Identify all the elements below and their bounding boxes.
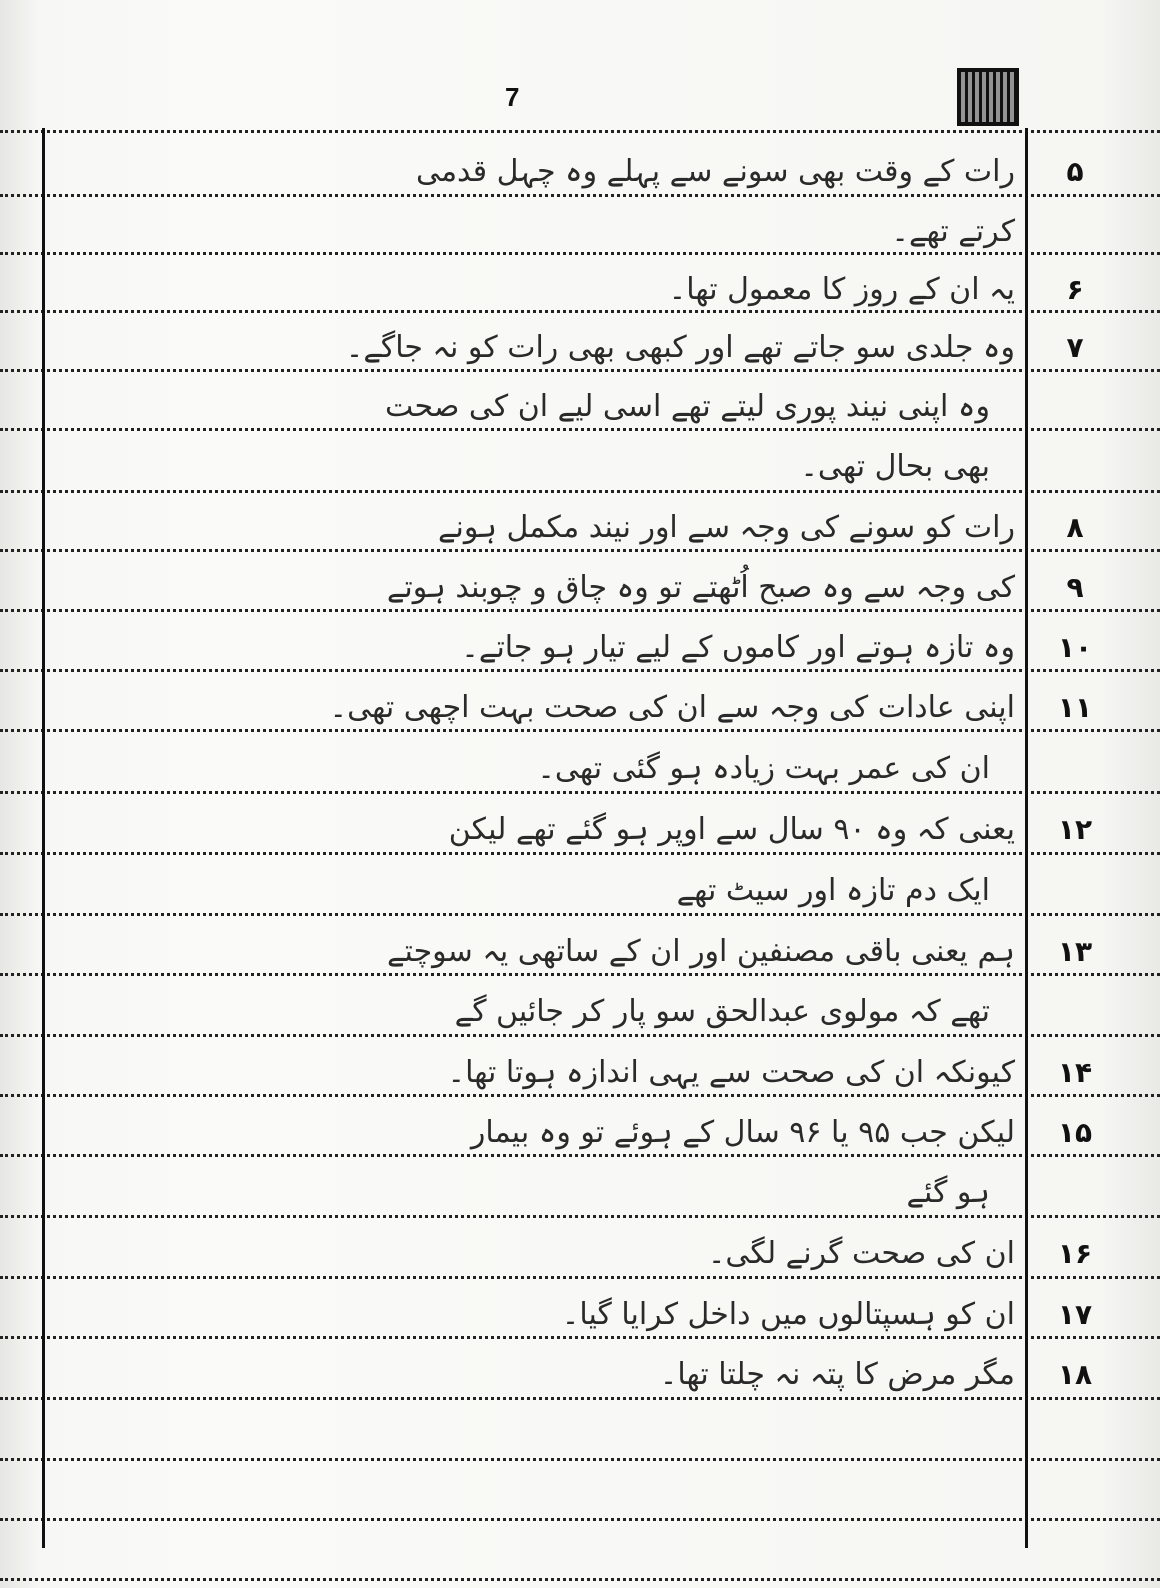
handwritten-line: ان کی صحت گرنے لگی۔: [707, 1236, 1015, 1271]
right-margin-line: [1025, 128, 1028, 1548]
ruled-line: [0, 1578, 1160, 1581]
handwritten-line: وہ اپنی نیند پوری لیتے تھے اسی لیے ان کی صحت: [385, 389, 990, 424]
line-number: ۱۵: [1057, 1116, 1093, 1149]
qr-code-icon: [957, 68, 1019, 126]
ruled-line: [0, 609, 1160, 612]
ruled-line: [0, 791, 1160, 794]
handwritten-line: کیونکہ ان کی صحت سے یہی اندازہ ہوتا تھا۔: [447, 1055, 1015, 1090]
handwritten-line: اپنی عادات کی وجہ سے ان کی صحت بہت اچھی تھی۔: [329, 690, 1015, 725]
line-number: ۱۰: [1057, 631, 1093, 664]
ruled-line: [0, 729, 1160, 732]
line-number: ۱۸: [1057, 1358, 1093, 1391]
line-number: ۷: [1066, 331, 1084, 364]
handwritten-line: رات کے وقت بھی سونے سے پہلے وہ چہل قدمی: [415, 154, 1015, 189]
line-number: ۱۲: [1057, 813, 1093, 846]
handwritten-line: ایک دم تازہ اور سیٹ تھے: [676, 873, 990, 908]
ruled-line: [0, 130, 1160, 133]
handwritten-line: ہم یعنی باقی مصنفین اور ان کے ساتھی یہ سوچتے: [386, 934, 1015, 969]
handwritten-line: تھے کہ مولوی عبدالحق سو پار کر جائیں گے: [454, 994, 990, 1029]
ruled-line: [0, 1458, 1160, 1461]
ruled-line: [0, 1215, 1160, 1218]
ruled-line: [0, 252, 1160, 255]
ruled-line: [0, 973, 1160, 976]
ruled-line: [0, 1276, 1160, 1279]
ruled-line: [0, 1518, 1160, 1521]
handwritten-line: ان کی عمر بہت زیادہ ہو گئی تھی۔: [537, 751, 990, 786]
ruled-line: [0, 852, 1160, 855]
ruled-line: [0, 1154, 1160, 1157]
ruled-line: [0, 369, 1160, 372]
ruled-line: [0, 1034, 1160, 1037]
handwritten-line: رات کو سونے کی وجہ سے اور نیند مکمل ہونے: [437, 510, 1015, 545]
handwritten-line: ہو گئے: [906, 1175, 990, 1210]
ruled-line: [0, 913, 1160, 916]
handwritten-line: مگر مرض کا پتہ نہ چلتا تھا۔: [659, 1357, 1015, 1392]
ruled-line: [0, 669, 1160, 672]
handwritten-line: وہ تازہ ہوتے اور کاموں کے لیے تیار ہو جاتے۔: [461, 630, 1015, 665]
ruled-line: [0, 1336, 1160, 1339]
handwritten-line: لیکن جب ۹۵ یا ۹۶ سال کے ہوئے تو وہ بیمار: [470, 1115, 1015, 1150]
line-number: ۱۱: [1057, 691, 1093, 724]
line-number: ۸: [1066, 511, 1084, 544]
handwritten-line: کی وجہ سے وہ صبح اُٹھتے تو وہ چاق و چوبند ہوتے: [386, 570, 1015, 605]
line-number: ۱۷: [1057, 1298, 1093, 1331]
line-number: ۱۴: [1057, 1056, 1093, 1089]
page-number: 7: [505, 82, 520, 112]
handwritten-line: کرتے تھے۔: [891, 214, 1015, 249]
handwritten-line: وہ جلدی سو جاتے تھے اور کبھی بھی رات کو نہ جاگے۔: [345, 330, 1015, 365]
ruled-line: [0, 549, 1160, 552]
line-number: ۵: [1066, 155, 1084, 188]
line-number: ۶: [1066, 273, 1084, 306]
ruled-line: [0, 490, 1160, 493]
ruled-line: [0, 1397, 1160, 1400]
handwritten-line: ان کو ہسپتالوں میں داخل کرایا گیا۔: [561, 1297, 1015, 1332]
handwritten-line: یعنی کہ وہ ۹۰ سال سے اوپر ہو گئے تھے لیکن: [448, 812, 1015, 847]
ruled-line: [0, 194, 1160, 197]
ruled-line: [0, 310, 1160, 313]
ruled-line: [0, 428, 1160, 431]
line-number: ۹: [1066, 571, 1084, 604]
left-margin-line: [42, 128, 45, 1548]
line-number: ۱۶: [1057, 1237, 1093, 1270]
handwritten-line: یہ ان کے روز کا معمول تھا۔: [668, 272, 1015, 307]
line-number: ۱۳: [1057, 935, 1093, 968]
ruled-line: [0, 1094, 1160, 1097]
handwritten-line: بھی بحال تھی۔: [800, 449, 990, 484]
